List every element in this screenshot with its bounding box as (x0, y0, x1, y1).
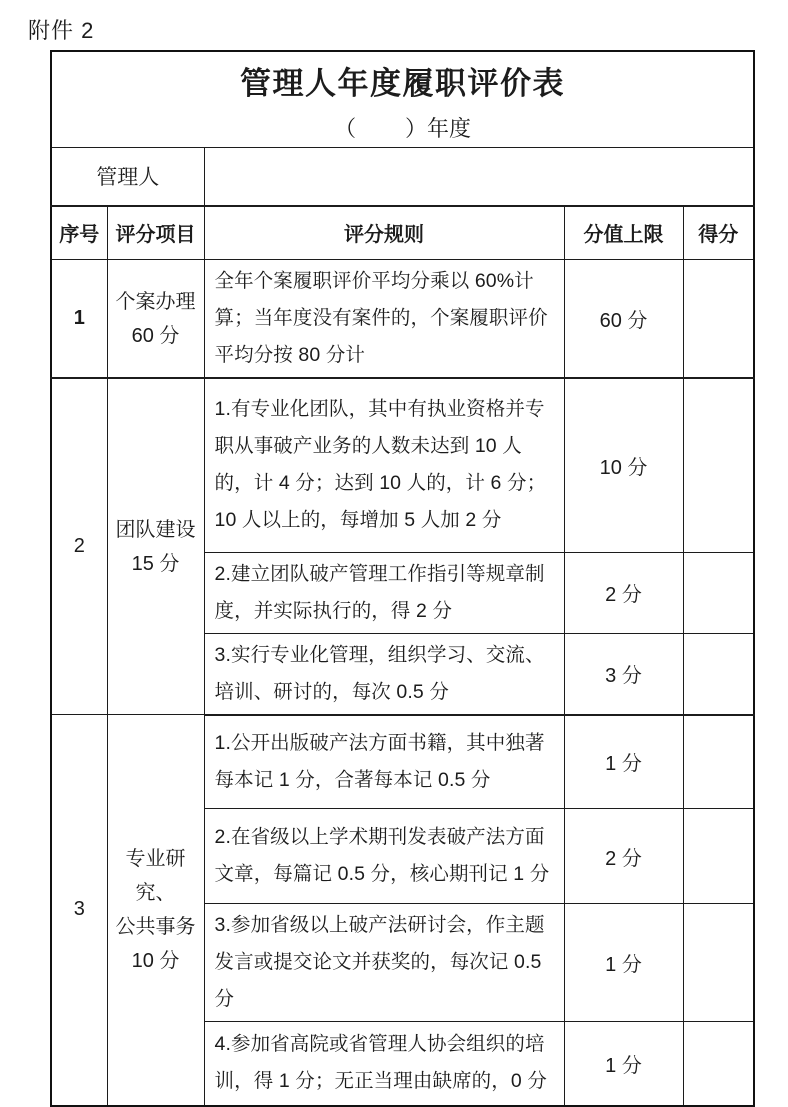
row-item (107, 260, 204, 379)
header-score: 得分 (683, 206, 754, 260)
row-number: 2 (51, 378, 107, 715)
row-item (107, 715, 204, 1106)
table-header-row (51, 206, 754, 260)
rule-text: 2.在省级以上学术期刊发表破产法方面文章，每篇记 0.5 分，核心期刊记 1 分 (204, 809, 564, 904)
score-field[interactable] (683, 260, 754, 379)
rule-text: 1.公开出版破产法方面书籍，其中独著每本记 1 分，合著每本记 0.5 分 (204, 715, 564, 809)
header-item: 评分项目 (107, 206, 204, 260)
document-title: 管理人年度履职评价表 (240, 66, 566, 101)
manager-label: 管理人 (51, 148, 204, 206)
title-cell (51, 51, 754, 148)
header-limit: 分值上限 (564, 206, 683, 260)
rule-text: 2.建立团队破产管理工作指引等规章制度，并实际执行的，得 2 分 (204, 552, 564, 633)
item-line: 公共事务 (115, 915, 196, 938)
table-row (51, 260, 754, 379)
limit-value: 3 分 (564, 633, 683, 715)
rule-text: 全年个案履职评价平均分乘以 60%计算；当年度没有案件的，个案履职评价平均分按 80 分计 (204, 260, 564, 379)
attachment-label: 附件 2 (28, 18, 95, 43)
manager-value-field[interactable] (204, 148, 754, 206)
table-row (51, 715, 754, 809)
item-line: 团队建设 (115, 518, 196, 541)
score-field[interactable] (683, 904, 754, 1022)
document-subtitle-year: （ ）年度 (334, 116, 471, 141)
rule-text: 1.有专业化团队，其中有执业资格并专职从事破产业务的人数未达到 10 人的，计 4 分；达到 10 人的，计 6 分；10 人以上的，每增加 5 人加 2 分 (204, 378, 564, 552)
row-number: 3 (51, 715, 107, 1106)
score-field[interactable] (683, 378, 754, 552)
limit-value: 1 分 (564, 715, 683, 809)
item-line: 10 分 (131, 949, 180, 972)
score-field[interactable] (683, 715, 754, 809)
item-line: 专业研究、 (125, 847, 186, 904)
score-field[interactable] (683, 1022, 754, 1106)
limit-value: 1 分 (564, 904, 683, 1022)
row-item (107, 378, 204, 715)
header-seq: 序号 (51, 206, 107, 260)
item-line: 个案办理 (115, 290, 196, 313)
item-line: 60 分 (131, 324, 180, 347)
score-field[interactable] (683, 809, 754, 904)
limit-value: 1 分 (564, 1022, 683, 1106)
header-rule: 评分规则 (204, 206, 564, 260)
table-row (51, 378, 754, 552)
rule-text: 4.参加省高院或省管理人协会组织的培训，得 1 分；无正当理由缺席的，0 分 (204, 1022, 564, 1106)
row-number: 1 (51, 260, 107, 379)
evaluation-table (50, 50, 755, 1107)
limit-value: 2 分 (564, 809, 683, 904)
limit-value: 10 分 (564, 378, 683, 552)
rule-text: 3.实行专业化管理，组织学习、交流、培训、研讨的，每次 0.5 分 (204, 633, 564, 715)
limit-value: 60 分 (564, 260, 683, 379)
score-field[interactable] (683, 633, 754, 715)
score-field[interactable] (683, 552, 754, 633)
rule-text: 3.参加省级以上破产法研讨会，作主题发言或提交论文并获奖的，每次记 0.5 分 (204, 904, 564, 1022)
item-line: 15 分 (131, 552, 180, 575)
limit-value: 2 分 (564, 552, 683, 633)
